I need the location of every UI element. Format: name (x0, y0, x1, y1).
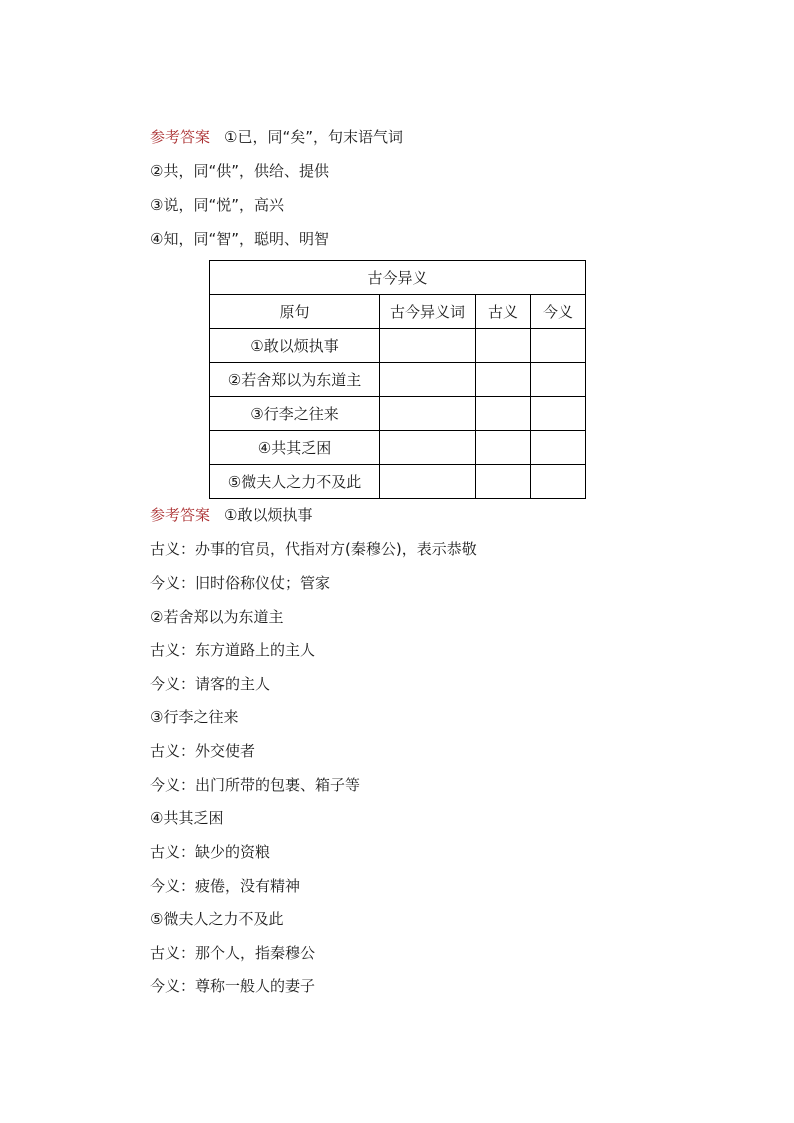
ancient-modern-meaning-table (209, 260, 586, 499)
empty-cell (380, 431, 476, 465)
sentence-cell: ③行李之往来 (210, 397, 380, 431)
empty-cell (380, 397, 476, 431)
table-row (210, 397, 586, 431)
sentence-cell: ⑤微夫人之力不及此 (210, 465, 380, 499)
empty-cell (380, 363, 476, 397)
header-ancient-meaning: 古义 (476, 295, 531, 329)
answer-line: ③行李之往来 (150, 708, 239, 726)
answer-line: 今义：请客的主人 (150, 675, 271, 693)
answer-line: ④共其乏困 (150, 809, 224, 827)
answer-line: 古义：东方道路上的主人 (150, 641, 316, 659)
empty-cell (476, 329, 531, 363)
answer-line: 今义：出门所带的包裹、箱子等 (150, 776, 361, 794)
empty-cell (531, 363, 586, 397)
answer-line: 古义：办事的官员，代指对方(秦穆公)，表示恭敬 (150, 540, 477, 558)
table-header-row (210, 295, 586, 329)
answer-line: 今义：疲倦，没有精神 (150, 877, 301, 895)
empty-cell (531, 431, 586, 465)
table-row (210, 363, 586, 397)
sentence-cell: ②若舍郑以为东道主 (210, 363, 380, 397)
answer-line: 古义：缺少的资粮 (150, 843, 271, 861)
empty-cell (531, 397, 586, 431)
answer-line: 今义：尊称一般人的妻子 (150, 977, 316, 995)
empty-cell (476, 363, 531, 397)
table-row (210, 329, 586, 363)
empty-cell (531, 465, 586, 499)
empty-cell (476, 465, 531, 499)
table-row (210, 431, 586, 465)
sentence-cell: ①敢以烦执事 (210, 329, 380, 363)
table-title: 古今异义 (210, 261, 586, 295)
answer-line: ⑤微夫人之力不及此 (150, 910, 284, 928)
answer-line: ③说，同“悦”，高兴 (150, 196, 284, 214)
answer-label: 参考答案 (150, 506, 211, 524)
empty-cell (476, 431, 531, 465)
answer-label: 参考答案 (150, 128, 211, 146)
header-original-sentence: 原句 (210, 295, 380, 329)
answer-line: 古义：外交使者 (150, 742, 256, 760)
header-word: 古今异义词 (380, 295, 476, 329)
header-modern-meaning: 今义 (531, 295, 586, 329)
table-row (210, 465, 586, 499)
empty-cell (531, 329, 586, 363)
answer-block-2-first-line (150, 505, 312, 525)
answer-line: ④知，同“智”，聪明、明智 (150, 230, 329, 248)
answer-text: ①已，同“矣”，句末语气词 (224, 128, 404, 146)
empty-cell (380, 329, 476, 363)
empty-cell (476, 397, 531, 431)
sentence-cell: ④共其乏困 (210, 431, 380, 465)
answer-line: 今义：旧时俗称仪仗；管家 (150, 574, 331, 592)
table-title-row (210, 261, 586, 295)
answer-line: ②共，同“供”，供给、提供 (150, 162, 329, 180)
answer-block-1-first-line (150, 127, 403, 147)
answer-text: ①敢以烦执事 (224, 506, 313, 524)
empty-cell (380, 465, 476, 499)
answer-line: 古义：那个人，指秦穆公 (150, 944, 316, 962)
answer-line: ②若舍郑以为东道主 (150, 608, 284, 626)
